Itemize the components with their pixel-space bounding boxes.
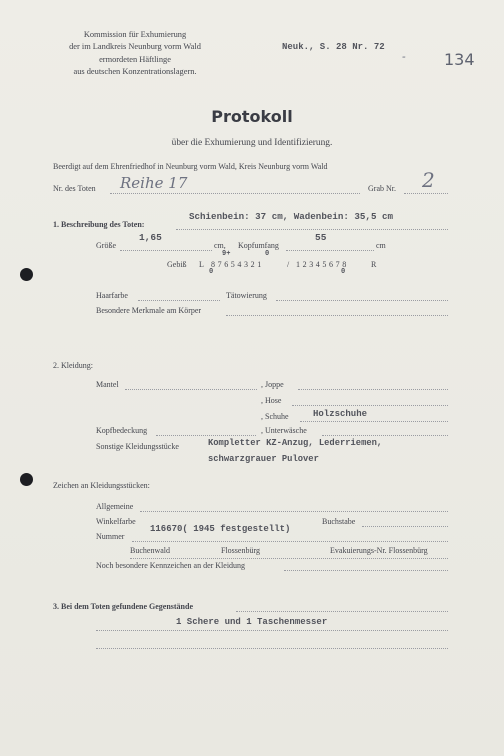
- bone-measurements: Schienbein: 37 cm, Wadenbein: 35,5 cm: [189, 211, 393, 222]
- general-label: Allgemeine: [96, 502, 134, 511]
- dotted-line: [300, 421, 448, 422]
- dotted-line: [292, 405, 448, 406]
- hair-color-label: Haarfarbe: [96, 291, 128, 300]
- section-2-heading: 2. Kleidung:: [53, 361, 93, 370]
- section-3-heading: 3. Bei dem Toten gefundene Gegenstände: [53, 602, 194, 611]
- page-title: Protokoll: [211, 107, 293, 126]
- teeth-upper-zero: 0: [265, 250, 270, 258]
- dotted-line: [130, 558, 448, 559]
- dotted-line: [404, 193, 448, 194]
- head-size-label: Kopfumfang: [238, 241, 279, 250]
- teeth-right-numbers: 1 2 3 4 5 6 7 8: [296, 260, 347, 269]
- letter-label: Buchstabe: [322, 517, 356, 526]
- org-line-1: Kommission für Exhumierung: [83, 30, 187, 39]
- punch-hole-top: [20, 268, 33, 281]
- dotted-line: [120, 250, 212, 251]
- shoes-value: Holzschuhe: [313, 409, 368, 419]
- grave-number-label: Grab Nr.: [368, 184, 396, 193]
- found-items-value: 1 Schere und 1 Taschenmesser: [176, 617, 328, 627]
- size-unit: cm,: [214, 241, 226, 250]
- dead-number-label: Nr. des Toten: [53, 184, 96, 193]
- clothing-marks-heading: Zeichen an Kleidungsstücken:: [53, 481, 150, 490]
- page-number: 134: [444, 50, 475, 69]
- coat-label: Mantel: [96, 380, 119, 389]
- jacket-label: , Joppe: [261, 380, 284, 389]
- body-marks-label: Besondere Merkmale am Körper: [96, 306, 202, 315]
- organization-block: [40, 29, 230, 79]
- other-clothing-label: Sonstige Kleidungsstücke: [96, 442, 179, 451]
- head-size-value: 55: [315, 232, 327, 243]
- size-value: 1,65: [139, 232, 162, 243]
- number-label: Nummer: [96, 532, 125, 541]
- burial-text: Beerdigt auf dem Ehrenfriedhof in Neunburg vorm Wald, Kreis Neunburg vorm Wald: [53, 162, 328, 171]
- teeth-lower-zero-right: 0: [341, 268, 346, 276]
- shoes-label: , Schuhe: [261, 412, 289, 421]
- punch-hole-bottom: [20, 473, 33, 486]
- dead-number-value: Reihe 17: [120, 174, 188, 192]
- dotted-line: [132, 541, 448, 542]
- dotted-line: [298, 389, 448, 390]
- org-line-3: ermordeten Häftlinge: [99, 54, 171, 64]
- teeth-left-numbers: 8 7 6 5 4 3 2 1: [211, 260, 262, 269]
- dotted-line: [140, 511, 448, 512]
- dotted-line: [176, 229, 448, 230]
- dotted-line: [276, 300, 448, 301]
- dotted-line: [322, 435, 448, 436]
- flossenburg-label: Flossenbürg: [221, 546, 260, 555]
- teeth-upper-marks: 9+: [222, 250, 231, 258]
- dotted-line: [236, 611, 448, 612]
- handwritten-mark: -: [402, 50, 406, 63]
- teeth-left-marker: L: [199, 260, 204, 269]
- other-clothing-line-1: Kompletter KZ-Anzug, Lederriemen,: [208, 438, 383, 448]
- section-1-heading: 1. Beschreibung des Toten:: [53, 220, 145, 229]
- dotted-line: [362, 526, 448, 527]
- dotted-line: [110, 193, 360, 194]
- dotted-line: [96, 648, 448, 649]
- org-line-4: aus deutschen Konzentrationslagern.: [73, 67, 197, 77]
- triangle-color-label: Winkelfarbe: [96, 517, 136, 526]
- dotted-line: [226, 315, 448, 316]
- grave-number-value: 2: [422, 168, 435, 192]
- teeth-divider: /: [287, 260, 290, 269]
- other-marks-label: Noch besondere Kennzeichen an der Kleidung: [96, 561, 246, 570]
- page-subtitle: über die Exhumierung und Identifizierung.: [171, 138, 333, 148]
- dotted-line: [286, 250, 374, 251]
- evacuation-number-label: Evakuierungs-Nr. Flossenbürg: [330, 546, 428, 555]
- prisoner-number-value: 116670( 1945 festgestellt): [150, 524, 291, 534]
- trousers-label: , Hose: [261, 396, 282, 405]
- dotted-line: [284, 570, 448, 571]
- underwear-label: , Unterwäsche: [261, 426, 307, 435]
- headwear-label: Kopfbedeckung: [96, 426, 148, 435]
- teeth-label: Gebiß: [167, 260, 187, 269]
- head-size-unit: cm: [376, 241, 386, 250]
- file-reference: Neuk., S. 28 Nr. 72: [282, 42, 385, 52]
- teeth-lower-zero-left: 0: [209, 268, 214, 276]
- dotted-line: [138, 300, 220, 301]
- size-label: Größe: [96, 241, 116, 250]
- other-clothing-line-2: schwarzgrauer Pulover: [208, 454, 319, 464]
- dotted-line: [125, 389, 257, 390]
- dotted-line: [156, 435, 256, 436]
- dotted-line: [96, 630, 448, 631]
- buchenwald-label: Buchenwald: [130, 546, 170, 555]
- tattoo-label: Tätowierung: [226, 291, 267, 300]
- org-line-2: der im Landkreis Neunburg vorm Wald: [69, 42, 201, 52]
- teeth-right-marker: R: [371, 260, 377, 269]
